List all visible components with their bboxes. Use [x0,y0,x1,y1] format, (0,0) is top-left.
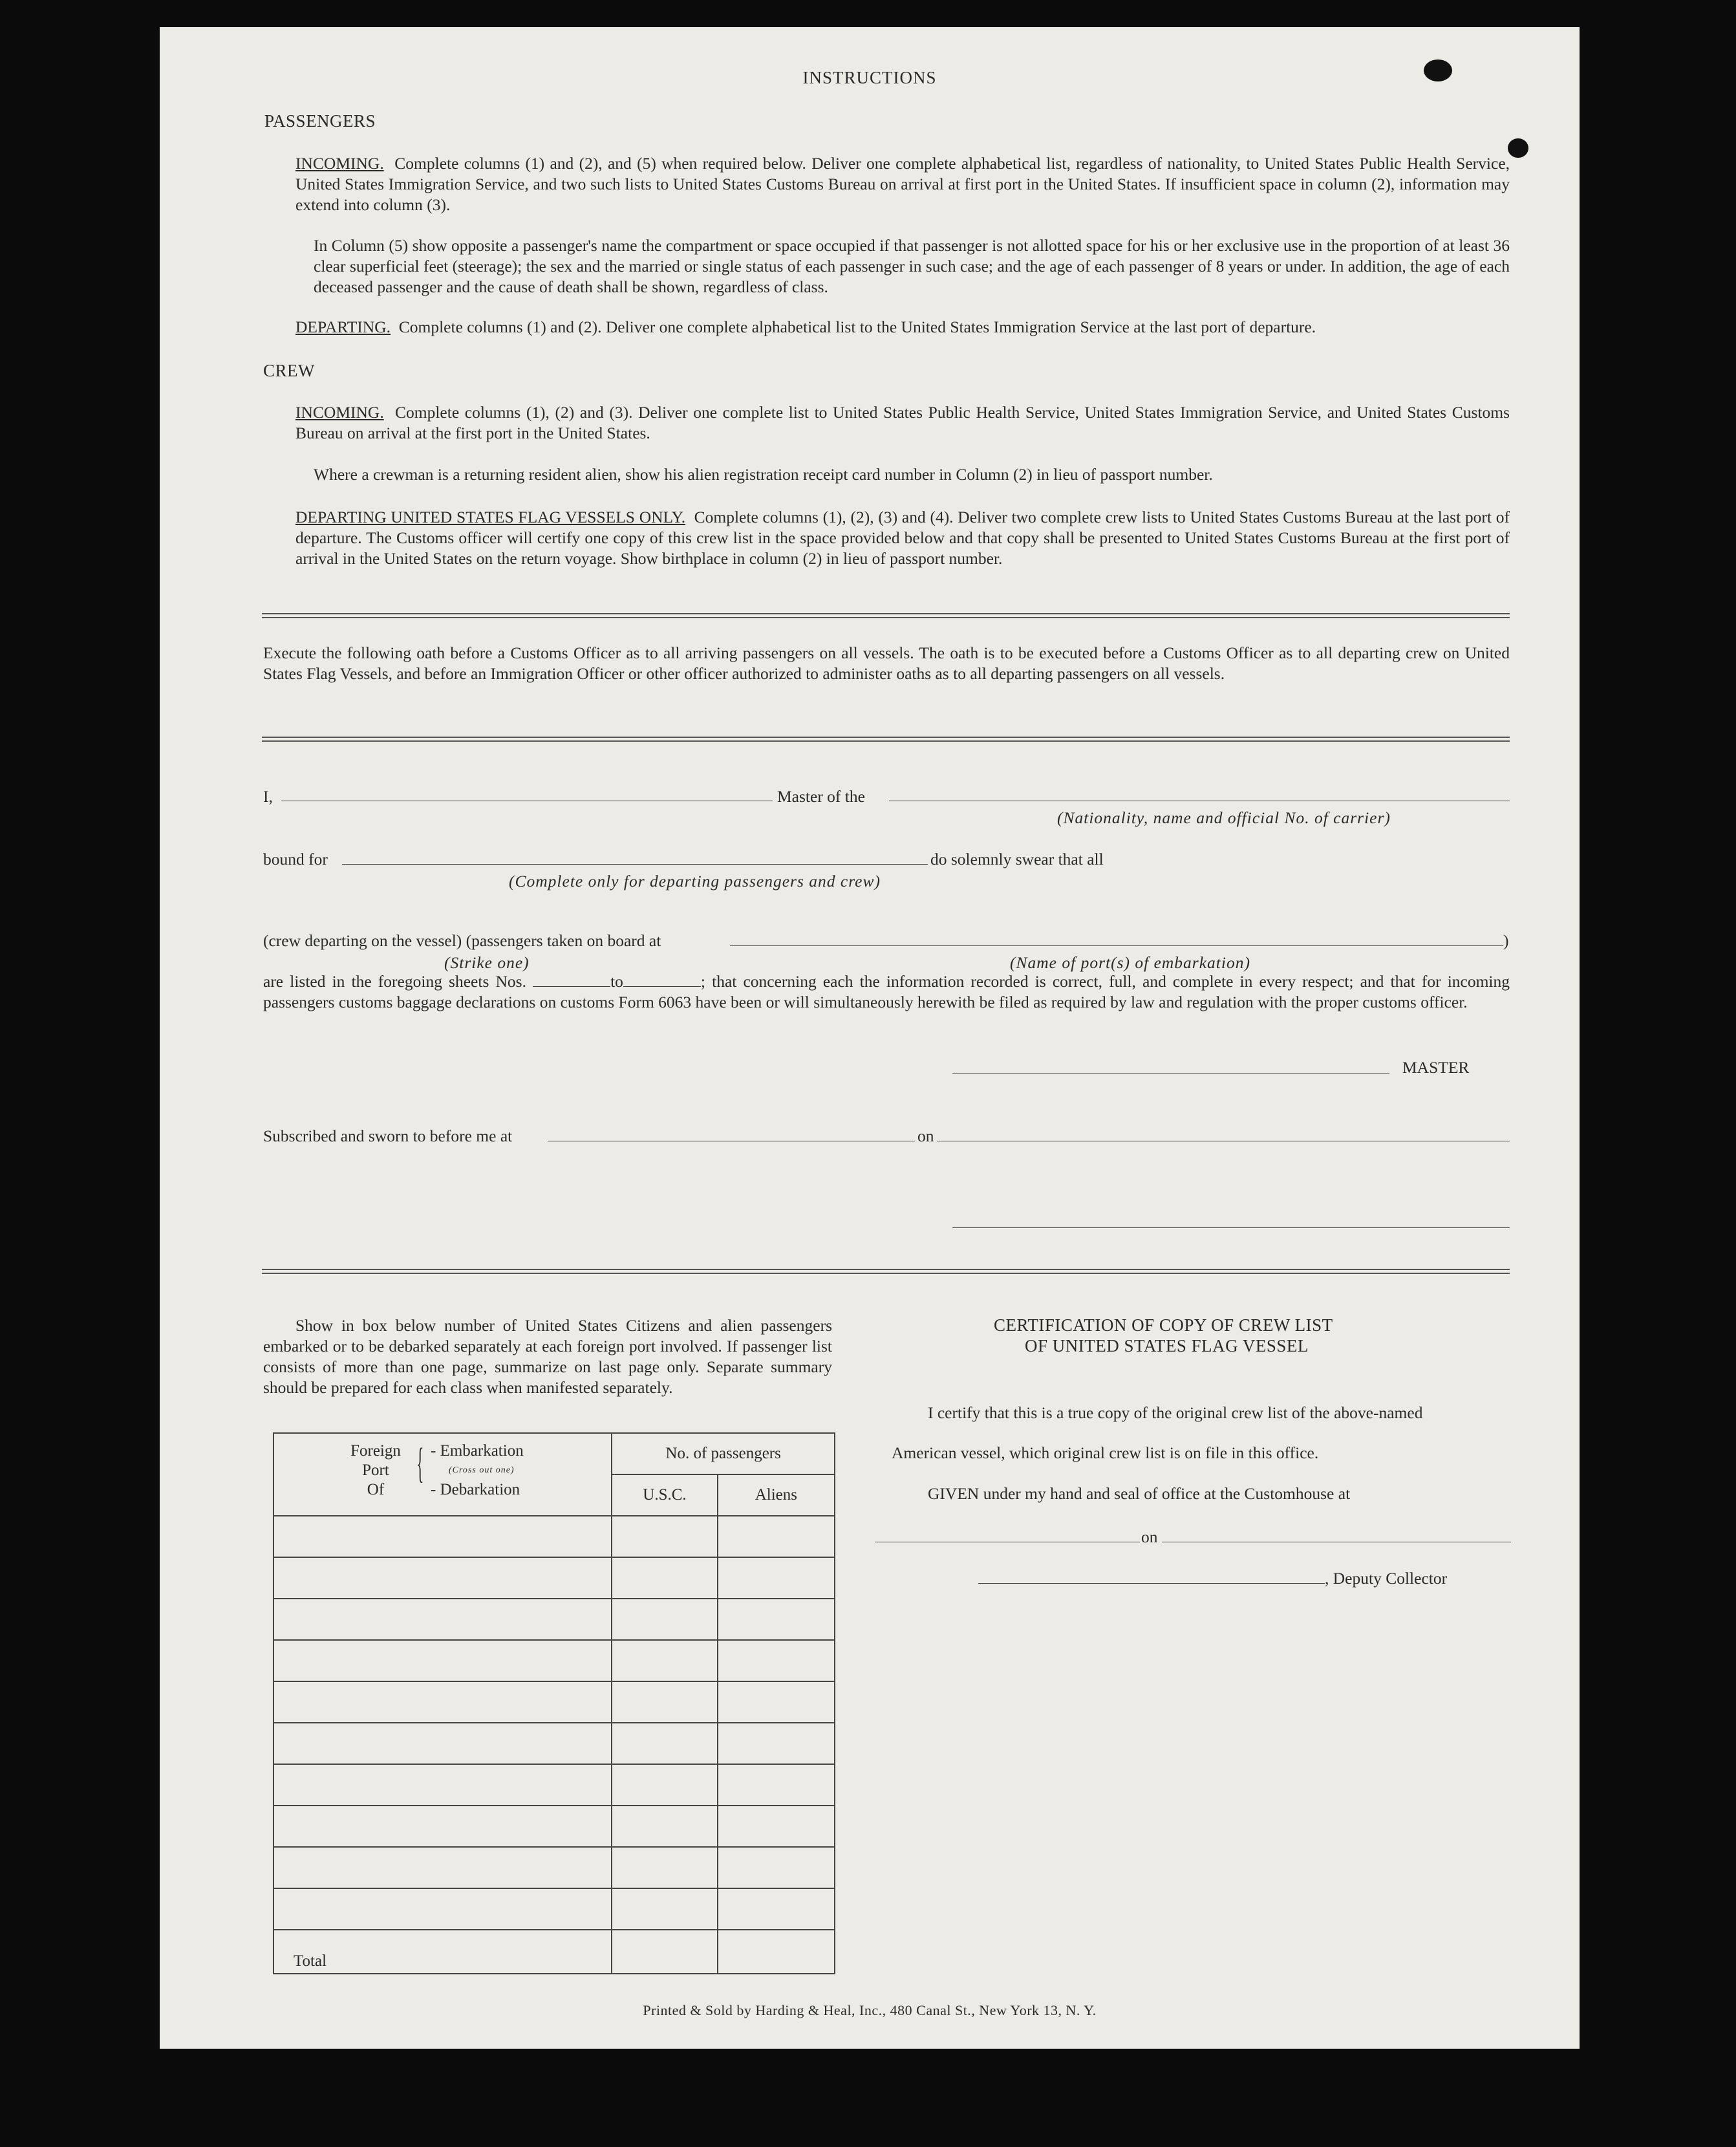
bound-for-note: (Complete only for departing passengers and crew) [509,872,881,890]
usc-cell[interactable] [612,1806,717,1847]
deputy-signature-field[interactable] [978,1583,1325,1584]
table-row [273,1723,835,1764]
usc-total-cell[interactable] [612,1930,717,1974]
crew-departing-text: (crew departing on the vessel) (passengers taken on board at [263,931,661,950]
certify-line-2: American vessel, which original crew list is on file in this office. [892,1443,1319,1462]
table-row [273,1764,835,1806]
port-cell[interactable] [273,1599,612,1640]
usc-cell[interactable] [612,1723,717,1764]
summary-instructions: Show in box below number of United States Citizens and alien passengers embarked or to be debarked separately at each foreign port involved. If passenger list consists of more than one page, summarize on last page only. Separate summary should be prepared for each class when manifested separately. [263,1316,832,1397]
hdr-foreign: Foreign [350,1442,401,1460]
hdr-embarkation: - Embarkation [431,1442,524,1460]
table-row [273,1599,835,1640]
crew-resident-paragraph: Where a crewman is a returning resident alien, show his alien registration receipt card number in Column (2) in lieu of passport number. [314,465,1213,484]
port-cell[interactable] [273,1640,612,1681]
table-row [273,1888,835,1930]
sheet-from-field[interactable] [533,973,610,987]
table-row [273,1806,835,1847]
aliens-cell[interactable] [718,1516,835,1557]
port-cell[interactable] [273,1516,612,1557]
usc-cell[interactable] [612,1888,717,1930]
usc-header: U.S.C. [612,1474,717,1516]
no-passengers-header: No. of passengers [612,1433,835,1474]
port-cell[interactable] [273,1557,612,1599]
aliens-header: Aliens [718,1474,835,1516]
usc-cell[interactable] [612,1847,717,1888]
table-row [273,1557,835,1599]
table-row [273,1847,835,1888]
usc-cell[interactable] [612,1640,717,1681]
crew-incoming-label: INCOMING. [295,403,384,422]
crew-departing-paragraph [295,507,1510,569]
passenger-summary-table [273,1432,835,1974]
printer-footer: Printed & Sold by Harding & Heal, Inc., 480 Canal St., New York 13, N. Y. [643,2002,1097,2018]
sworn-on-label: on [917,1127,934,1145]
passengers-heading: PASSENGERS [264,111,376,131]
listed-to: to [610,972,623,991]
crew-incoming-text: Complete columns (1), (2) and (3). Deliver one complete list to United States Public Health Service, United States Immigration Service, and United States Customs Bureau on arrival at the first port in the United States. [295,403,1510,442]
master-of-label: Master of the [777,787,865,806]
swear-text: do solemnly swear that all [930,850,1104,869]
port-cell[interactable] [273,1888,612,1930]
aliens-cell[interactable] [718,1681,835,1723]
aliens-cell[interactable] [718,1599,835,1640]
ports-note: (Name of port(s) of embarkation) [1010,953,1250,972]
close-paren: ) [1503,931,1509,950]
section-divider [262,1269,1510,1274]
officer-signature-field[interactable] [952,1227,1510,1228]
instructions-title: INSTRUCTIONS [802,68,937,87]
port-cell[interactable] [273,1806,612,1847]
crew-incoming-paragraph [295,402,1510,444]
port-cell[interactable] [273,1723,612,1764]
usc-cell[interactable] [612,1516,717,1557]
port-cell[interactable] [273,1847,612,1888]
hdr-port: Port [362,1462,389,1479]
passengers-column5-paragraph: In Column (5) show opposite a passenger's name the compartment or space occupied if that passenger is not allotted space for his or her exclusive use in the proportion of at least 36 clear superficial feet (steerage); the sex and the married or single status of each passenger in such case; and the age of each passenger of 8 years or under. In addition, the age of each deceased passenger and the cause of death shall be shown, regardless of class. [314,236,1510,296]
ink-blot [1424,59,1452,81]
passengers-departing-label: DEPARTING. [295,318,391,336]
master-label: MASTER [1402,1058,1470,1077]
passengers-departing-paragraph [295,317,1510,338]
sheet-to-field[interactable] [623,973,701,987]
usc-cell[interactable] [612,1681,717,1723]
cert-on-label: on [1141,1527,1158,1546]
port-cell[interactable] [273,1681,612,1723]
aliens-cell[interactable] [718,1723,835,1764]
crew-departing-label: DEPARTING UNITED STATES FLAG VESSELS ONLY. [295,508,686,526]
usc-cell[interactable] [612,1599,717,1640]
oath-intro-paragraph: Execute the following oath before a Customs Officer as to all arriving passengers on all vessels. The oath is to be executed before a Customs Officer as to all departing crew on United States Flag Vessels, and before an Immigration Officer or other officer authorized to administer oaths as to all departing passengers on all vessels. [263,643,1510,683]
usc-cell[interactable] [612,1764,717,1806]
crew-heading: CREW [263,361,315,380]
subscribed-label: Subscribed and sworn to before me at [263,1127,513,1145]
given-line: GIVEN under my hand and seal of office at the Customhouse at [928,1484,1351,1503]
document-page [160,27,1580,2049]
oath-i-label: I, [263,787,273,806]
section-divider [262,613,1510,618]
hdr-of: Of [367,1481,385,1498]
bound-for-field[interactable] [342,864,928,865]
passengers-incoming-text: Complete columns (1) and (2), and (5) when required below. Deliver one complete alphabetical list, regardless of nationality, to United States Public Health Service, United States Immigration Service, and two such lists to United States Customs Bureau on arrival at first port in the United States. If insufficient space in column (2), information may extend into column (3). [295,154,1510,214]
bound-for-label: bound for [263,850,328,869]
ports-embarkation-field[interactable] [730,945,1503,946]
aliens-total-cell[interactable] [718,1930,835,1974]
section-divider [262,737,1510,742]
strike-one-note: (Strike one) [444,953,530,972]
passengers-departing-text: Complete columns (1) and (2). Deliver one complete alphabetical list to the United States Immigration Service at the last port of departure. [398,318,1316,336]
passengers-incoming-paragraph [295,153,1510,215]
ink-blot [1508,138,1528,158]
certification-title-1: CERTIFICATION OF COPY OF CREW LIST [994,1315,1333,1335]
nationality-note: (Nationality, name and official No. of carrier) [1057,808,1391,827]
table-row [273,1516,835,1557]
aliens-cell[interactable] [718,1764,835,1806]
certify-line-1: I certify that this is a true copy of the original crew list of the above-named [928,1403,1423,1422]
certification-title-2: OF UNITED STATES FLAG VESSEL [1025,1336,1309,1355]
usc-cell[interactable] [612,1557,717,1599]
aliens-cell[interactable] [718,1640,835,1681]
table-row [273,1640,835,1681]
hdr-cross: (Cross out one) [449,1465,515,1475]
crew-departing-text: Complete columns (1), (2), (3) and (4). Deliver two complete crew lists to United States Customs Bureau at the last port of departure. The Customs officer will certify one copy of this crew list in the space provided below and that copy shall be presented to United States Customs Bureau at the first port of arrival in the United States on the return voyage. Show birthplace in column (2) in lieu of passport number. [295,508,1510,568]
listed-paragraph [263,971,1510,1013]
aliens-cell[interactable] [718,1557,835,1599]
passengers-incoming-label: INCOMING. [295,154,384,173]
total-label: Total [273,1930,612,1974]
table-row [273,1681,835,1723]
deputy-collector-label: , Deputy Collector [1325,1569,1448,1588]
hdr-debarkation: - Debarkation [431,1481,520,1498]
port-cell[interactable] [273,1764,612,1806]
aliens-cell[interactable] [718,1888,835,1930]
listed-text-b: ; that concerning each the information recorded is correct, full, and complete in every respect; and that for incoming passengers customs baggage declarations on customs Form 6063 have been or will simultaneously herewith be filed as required by law and regulation with the proper customs officer. [263,972,1510,1011]
port-header: Foreign Port Of { - Embarkation (Cross out one) - Debarkation [273,1433,612,1516]
aliens-cell[interactable] [718,1806,835,1847]
total-row [273,1930,835,1974]
listed-text-a: are listed in the foregoing sheets Nos. [263,972,526,991]
aliens-cell[interactable] [718,1847,835,1888]
